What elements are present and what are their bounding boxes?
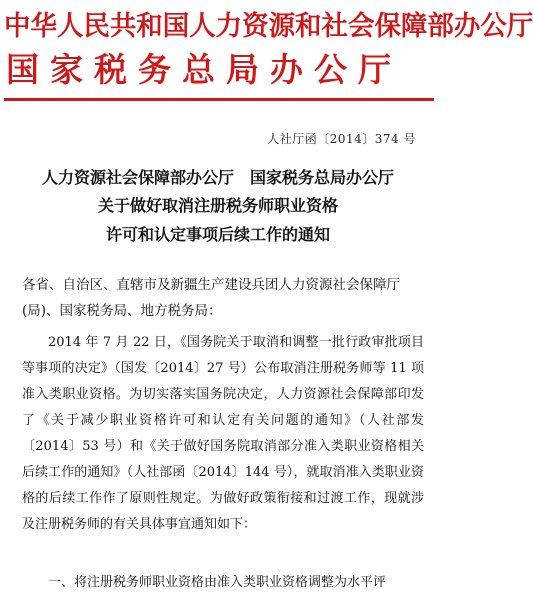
item-one: 一、将注册税务师职业资格由准入类职业资格调整为水平评	[48, 575, 387, 590]
document-number: 人社厅函〔2014〕374 号	[267, 132, 416, 146]
body-paragraph: 2014 年 7 月 22 日，《国务院关于取消和调整一批行政审批项目等事项的决定》（国发〔2014〕27 号）公布取消注册税务师等 11 项准入类职业资格。为切实落实国务院决定，人力资源社会保障部印发了《关于减少职业资格许可和认定有关问题的通知》（人社部发〔2014〕53 号）和《关于做好国务院取消部分准入类职业资格相关后续工作的通知》（人社部函〔2014〕144 号），就取消准入类职业资格的后续工作作了原则性规定。为做好政策衔接和过渡工作，现就涉及注册税务师的有关具体事宜通知如下：	[22, 335, 424, 532]
letterhead-line-1: 中华人民共和国人力资源和社会保障部办公厅	[4, 11, 533, 42]
title-line-1: 人力资源社会保障部办公厅 国家税务总局办公厅	[41, 168, 394, 187]
letterhead-red-rule	[4, 98, 434, 101]
title-line-2: 关于做好取消注册税务师职业资格	[97, 196, 338, 215]
title-line-3: 许可和认定事项后续工作的通知	[105, 225, 330, 244]
recipients: 各省、自治区、直辖市及新疆生产建设兵团人力资源社会保障厅(局)、国家税务局、地方税务局：	[22, 277, 400, 319]
letterhead-line-2: 国家税务总局办公厅	[6, 50, 402, 89]
